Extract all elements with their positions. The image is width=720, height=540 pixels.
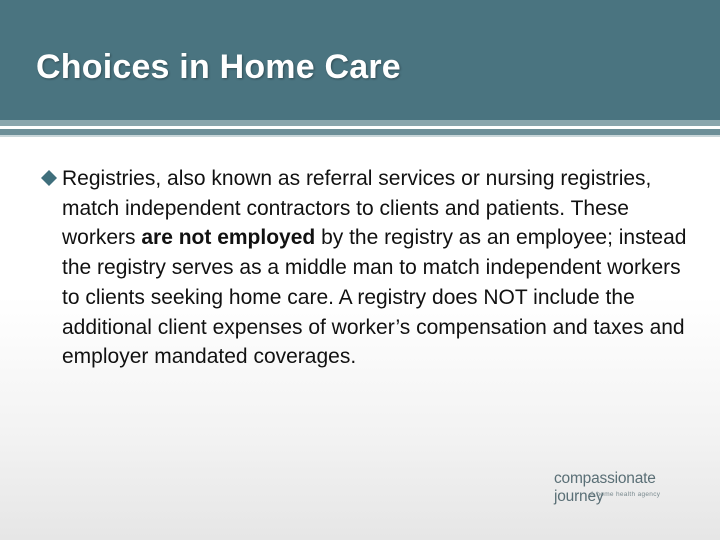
bullet-text-bold: are not employed [141,226,316,250]
diamond-bullet-icon [40,169,58,187]
company-logo [554,470,704,504]
bullet-text-before: Registries, also known as referral services or nursing registries, match independent contractors to clients and patients. These workers [62,167,652,250]
slide-header [0,0,720,120]
header-divider-shadow [0,135,720,137]
logo-tagline: A home health agency [590,491,661,498]
logo-name: compassionate journey [554,470,656,505]
slide-title: Choices in Home Care [36,48,401,86]
bullet-text-after: by the registry as an employee; instead the registry serves as a middle man to match independent workers to clients seeking home care. A registry does NOT include the additional client expenses of worker’s compensation and taxes and employer mandated coverages. [62,226,687,369]
bullet-text [62,164,692,372]
